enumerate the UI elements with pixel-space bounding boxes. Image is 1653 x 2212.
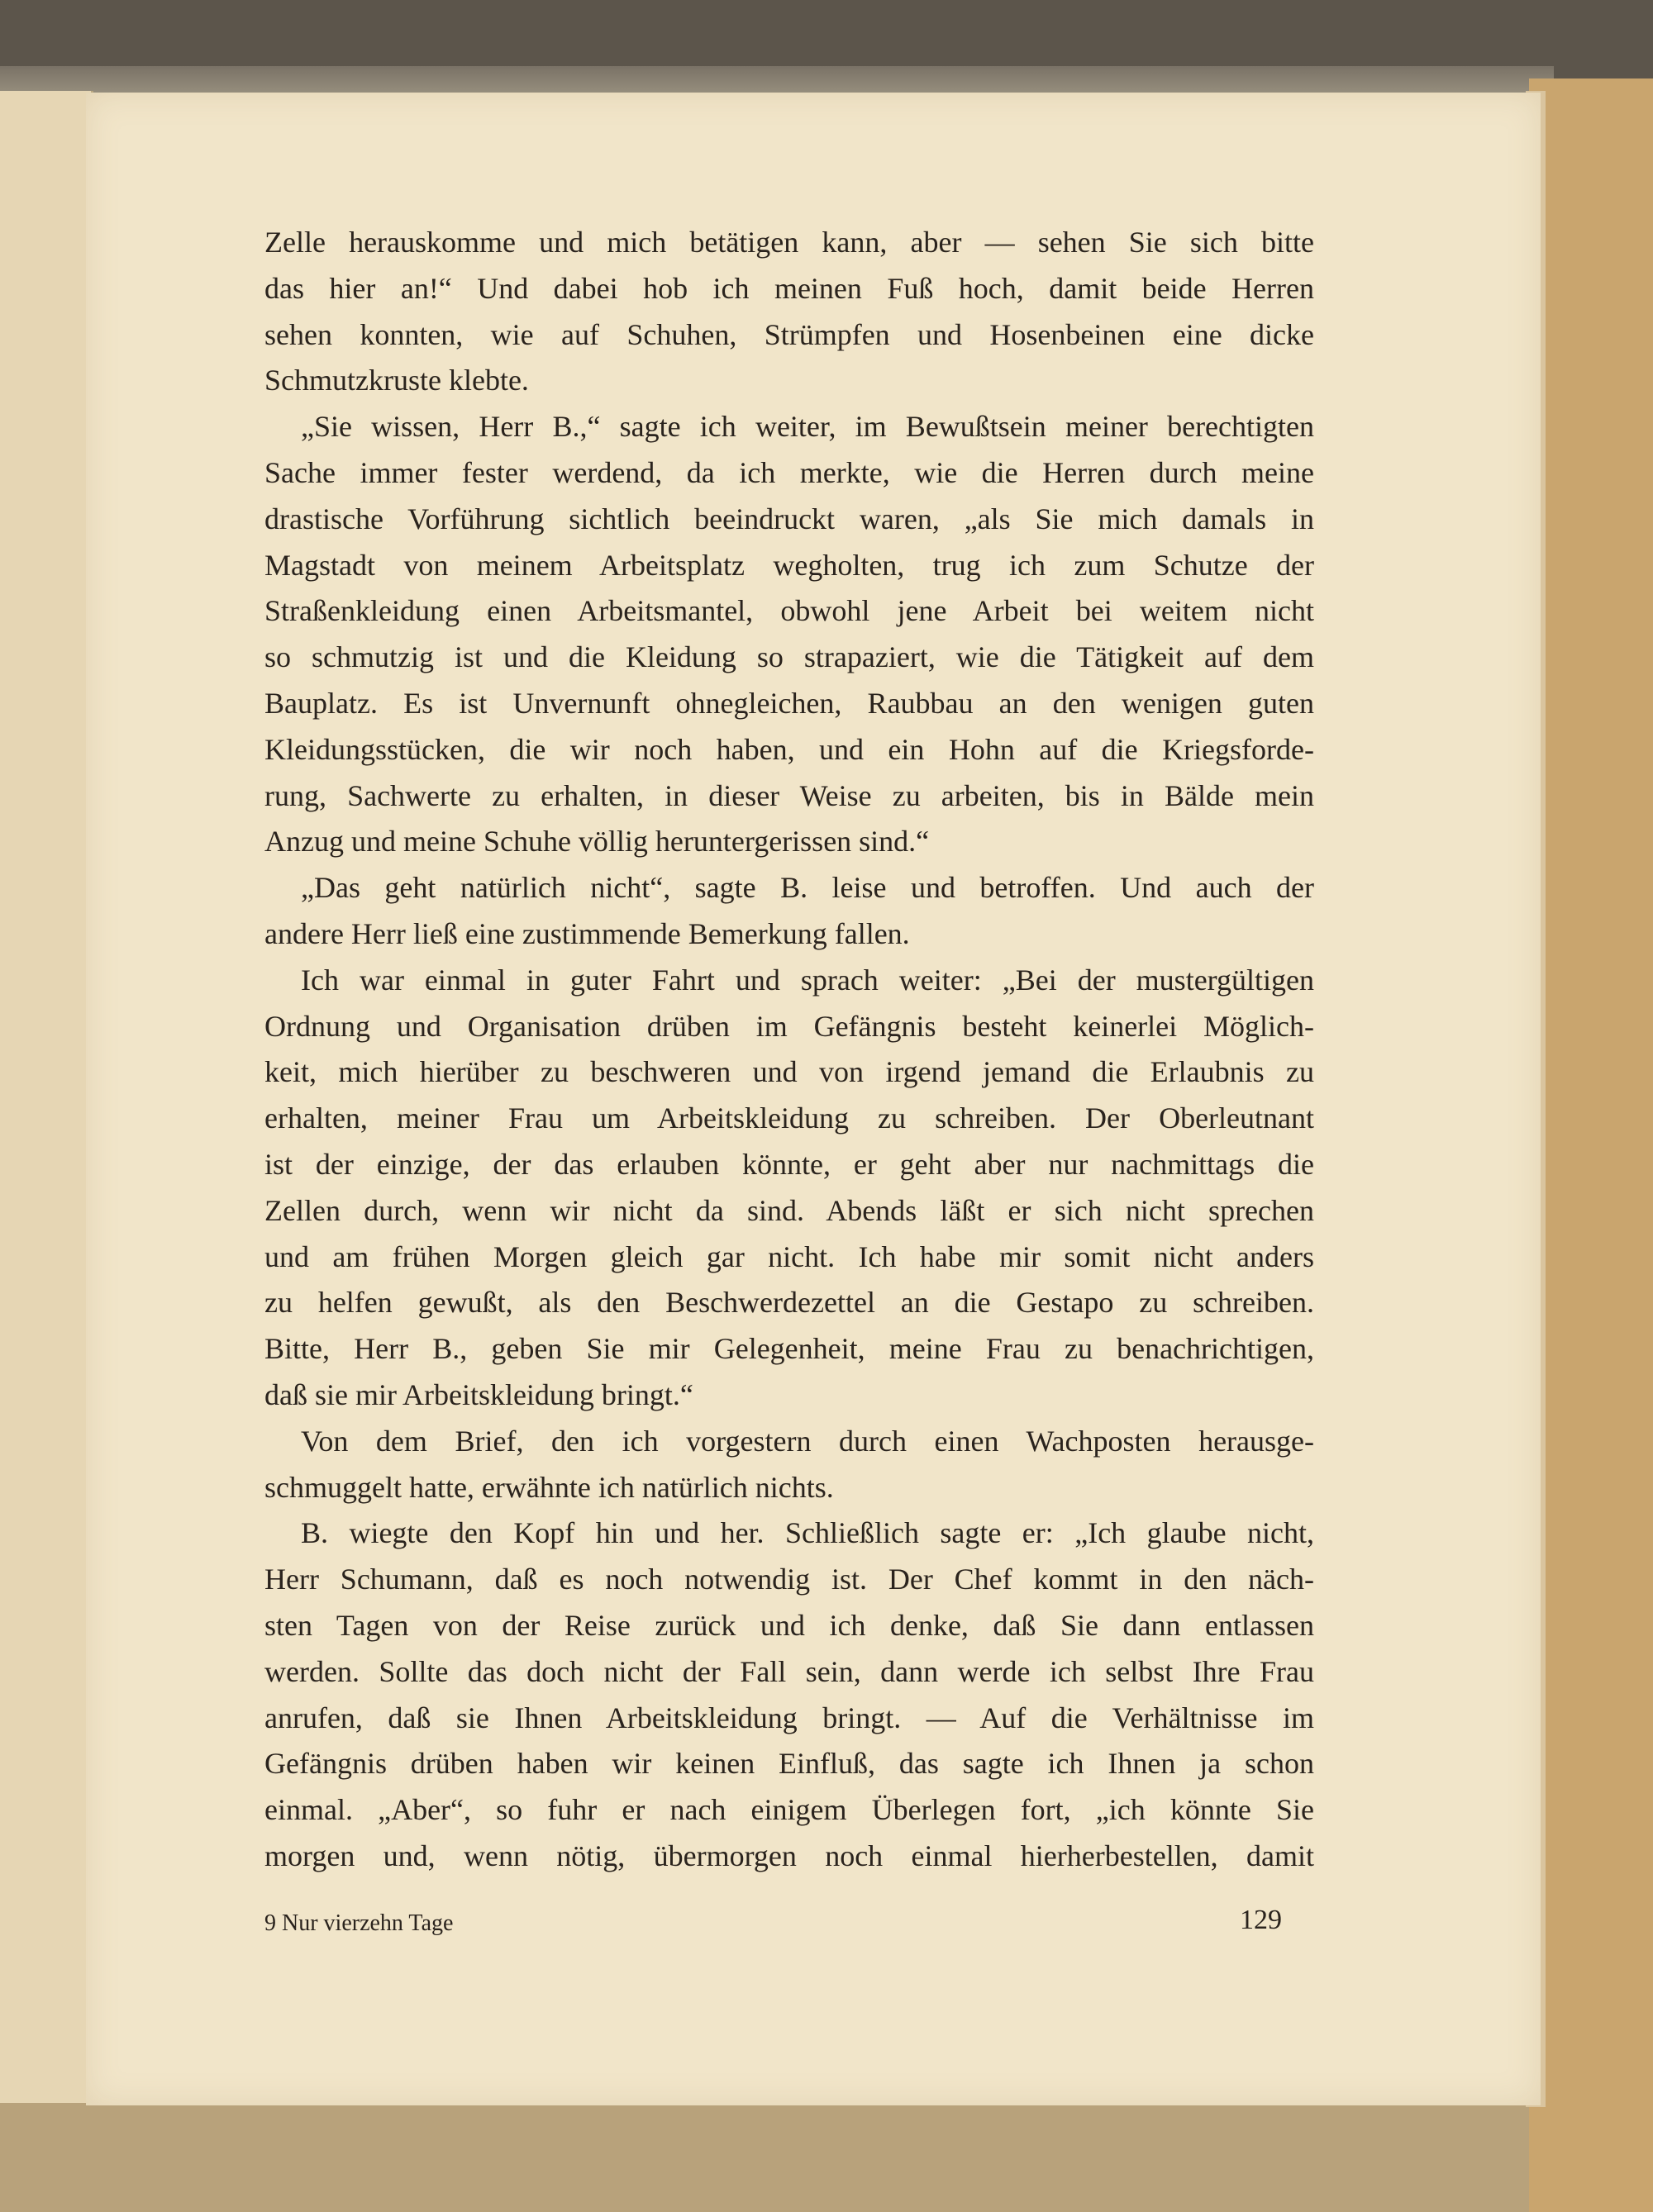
- paragraph: [264, 404, 1314, 865]
- text-line: Ich war einmal in guter Fahrt und sprach weiter: „Bei der mustergültigen: [301, 963, 1314, 997]
- text-line: ist der einzige, der das erlauben könnte, er geht aber nur nachmittags die: [264, 1147, 1314, 1181]
- paragraph: [264, 220, 1314, 404]
- paragraph: [264, 865, 1314, 958]
- text-line: andere Herr ließ eine zustimmende Bemerkung fallen.: [264, 916, 910, 950]
- facing-page-edge: [0, 91, 93, 2212]
- text-line: Zelle herauskomme und mich betätigen kann, aber — sehen Sie sich bitte: [264, 226, 1314, 259]
- book-cover-edge: [1529, 78, 1653, 2212]
- text-line: das hier an!“ Und dabei hob ich meinen Fuß hoch, damit beide Herren: [264, 271, 1314, 305]
- text-line: Sache immer fester werdend, da ich merkte, wie die Herren durch meine: [264, 455, 1314, 489]
- text-line: Ordnung und Organisation drüben im Gefängnis besteht keinerlei Möglich-: [264, 1009, 1314, 1043]
- text-line: anrufen, daß sie Ihnen Arbeitskleidung bringt. — Auf die Verhältnisse im: [264, 1701, 1314, 1734]
- text-line: daß sie mir Arbeitskleidung bringt.“: [264, 1377, 693, 1411]
- paragraph: [264, 958, 1314, 1419]
- text-line: werden. Sollte das doch nicht der Fall sein, dann werde ich selbst Ihre Frau: [264, 1654, 1314, 1688]
- text-line: Gefängnis drüben haben wir keinen Einfluß, das sagte ich Ihnen ja schon: [264, 1747, 1314, 1781]
- text-line: Straßenkleidung einen Arbeitsmantel, obwohl jene Arbeit bei weitem nicht: [264, 594, 1314, 628]
- text-line: und am frühen Morgen gleich gar nicht. Ich habe mir somit nicht anders: [264, 1239, 1314, 1273]
- text-line: „Das geht natürlich nicht“, sagte B. leise und betroffen. Und auch der: [301, 871, 1314, 905]
- text-line: einmal. „Aber“, so fuhr er nach einigem Überlegen fort, „ich könnte Sie: [264, 1793, 1314, 1827]
- paragraph: [264, 1419, 1314, 1511]
- text-line: keit, mich hierüber zu beschweren und von irgend jemand die Erlaubnis zu: [264, 1055, 1314, 1089]
- text-line: Bitte, Herr B., geben Sie mir Gelegenheit, meine Frau zu benachrichtigen,: [264, 1332, 1314, 1366]
- text-line: Schmutzkruste klebte.: [264, 364, 529, 397]
- text-line: Zellen durch, wenn wir nicht da sind. Abends läßt er sich nicht sprechen: [264, 1193, 1314, 1227]
- text-line: schmuggelt hatte, erwähnte ich natürlich nichts.: [264, 1470, 834, 1504]
- text-line: B. wiegte den Kopf hin und her. Schließlich sagte er: „Ich glaube nicht,: [301, 1516, 1314, 1550]
- text-line: sehen konnten, wie auf Schuhen, Strümpfen und Hosenbeinen eine dicke: [264, 317, 1314, 351]
- text-line: „Sie wissen, Herr B.,“ sagte ich weiter, im Bewußtsein meiner berechtigten: [301, 410, 1314, 444]
- text-line: Kleidungsstücken, die wir noch haben, und ein Hohn auf die Kriegsforde-: [264, 732, 1314, 766]
- text-line: erhalten, meiner Frau um Arbeitskleidung zu schreiben. Der Oberleutnant: [264, 1101, 1314, 1135]
- book-bottom-edge: [0, 2103, 1554, 2212]
- text-line: Bauplatz. Es ist Unvernunft ohnegleichen, Raubbau an den wenigen guten: [264, 686, 1314, 720]
- text-line: sten Tagen von der Reise zurück und ich denke, daß Sie dann entlassen: [264, 1608, 1314, 1642]
- text-line: zu helfen gewußt, als den Beschwerdezettel an die Gestapo zu schreiben.: [264, 1286, 1314, 1320]
- text-line: morgen und, wenn nötig, übermorgen noch einmal hierherbestellen, damit: [264, 1839, 1314, 1872]
- text-line: rung, Sachwerte zu erhalten, in dieser Weise zu arbeiten, bis in Bälde mein: [264, 778, 1314, 812]
- text-line: Von dem Brief, den ich vorgestern durch einen Wachposten herausge-: [301, 1424, 1314, 1458]
- text-line: so schmutzig ist und die Kleidung so strapaziert, wie die Tätigkeit auf dem: [264, 640, 1314, 674]
- text-line: Anzug und meine Schuhe völlig heruntergerissen sind.“: [264, 825, 930, 859]
- footer-signature: 9 Nur vierzehn Tage: [264, 1910, 454, 1936]
- paragraph: [264, 1510, 1314, 1879]
- body-text: [264, 220, 1314, 1880]
- page-number: 129: [1240, 1905, 1282, 1935]
- text-line: Magstadt von meinem Arbeitsplatz wegholten, trug ich zum Schutze der: [264, 548, 1314, 582]
- text-line: Herr Schumann, daß es noch notwendig ist. Der Chef kommt in den näch-: [264, 1563, 1314, 1596]
- text-line: drastische Vorführung sichtlich beeindruckt waren, „als Sie mich damals in: [264, 502, 1314, 535]
